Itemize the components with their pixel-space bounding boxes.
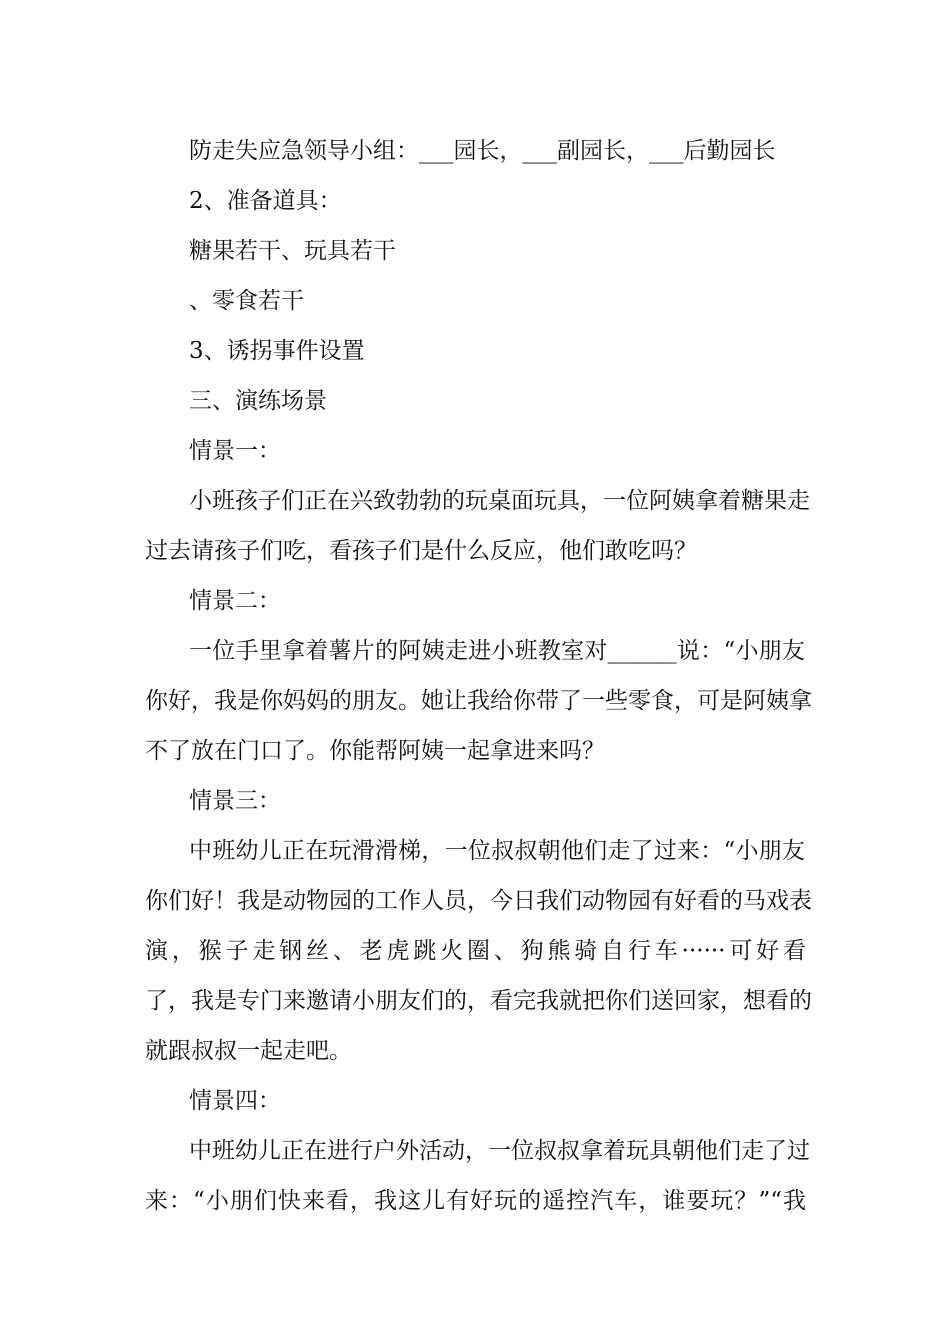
section-abduction-setup: 3、诱拐事件设置 [189,338,365,364]
scene-two-heading: 情景二： [189,588,281,614]
leadership-group-line: 防走失应急领导小组：___园长，___副园长，___后勤园长 [189,138,776,164]
section-drill-scenes: 三、演练场景 [189,388,327,414]
scene-three-text-line-2: 你们好！我是动物园的工作人员，今日我们动物园有好看的马戏表 [145,888,812,914]
props-candy-toys: 糖果若干、玩具若干 [189,238,396,264]
scene-three-text-line-4: 了，我是专门来邀请小朋友们的，看完我就把你们送回家，想看的 [145,988,812,1014]
scene-three-text-line-5: 就跟叔叔一起走吧。 [145,1038,352,1064]
section-prepare-props: 2、准备道具： [189,188,342,214]
scene-one-text-line-1: 小班孩子们正在兴致勃勃的玩桌面玩具，一位阿姨拿着糖果走 [189,488,810,514]
scene-three-text-line-1: 中班幼儿正在玩滑滑梯，一位叔叔朝他们走了过来：“小朋友 [189,838,805,864]
scene-two-text-line-3: 不了放在门口了。你能帮阿姨一起拿进来吗？ [145,738,605,764]
scene-two-text-line-2: 你好，我是你妈妈的朋友。她让我给你带了一些零食，可是阿姨拿 [145,688,812,714]
scene-one-heading: 情景一： [189,438,281,464]
scene-two-text-line-1: 一位手里拿着薯片的阿姨走进小班教室对______说：“小朋友 [189,638,805,664]
scene-one-text-line-2: 过去请孩子们吃，看孩子们是什么反应，他们敢吃吗？ [145,538,697,564]
scene-four-heading: 情景四： [189,1088,281,1114]
scene-four-text-line-1: 中班幼儿正在进行户外活动，一位叔叔拿着玩具朝他们走了过 [189,1138,810,1164]
scene-four-text-line-2: 来：“小朋们快来看，我这儿有好玩的遥控汽车，谁要玩？”“我 [145,1188,806,1214]
scene-three-heading: 情景三： [189,788,281,814]
scene-three-text-line-3: 演，猴子走钢丝、老虎跳火圈、狗熊骑自行车······可好看 [145,938,806,964]
props-snacks: 、零食若干 [189,288,304,314]
